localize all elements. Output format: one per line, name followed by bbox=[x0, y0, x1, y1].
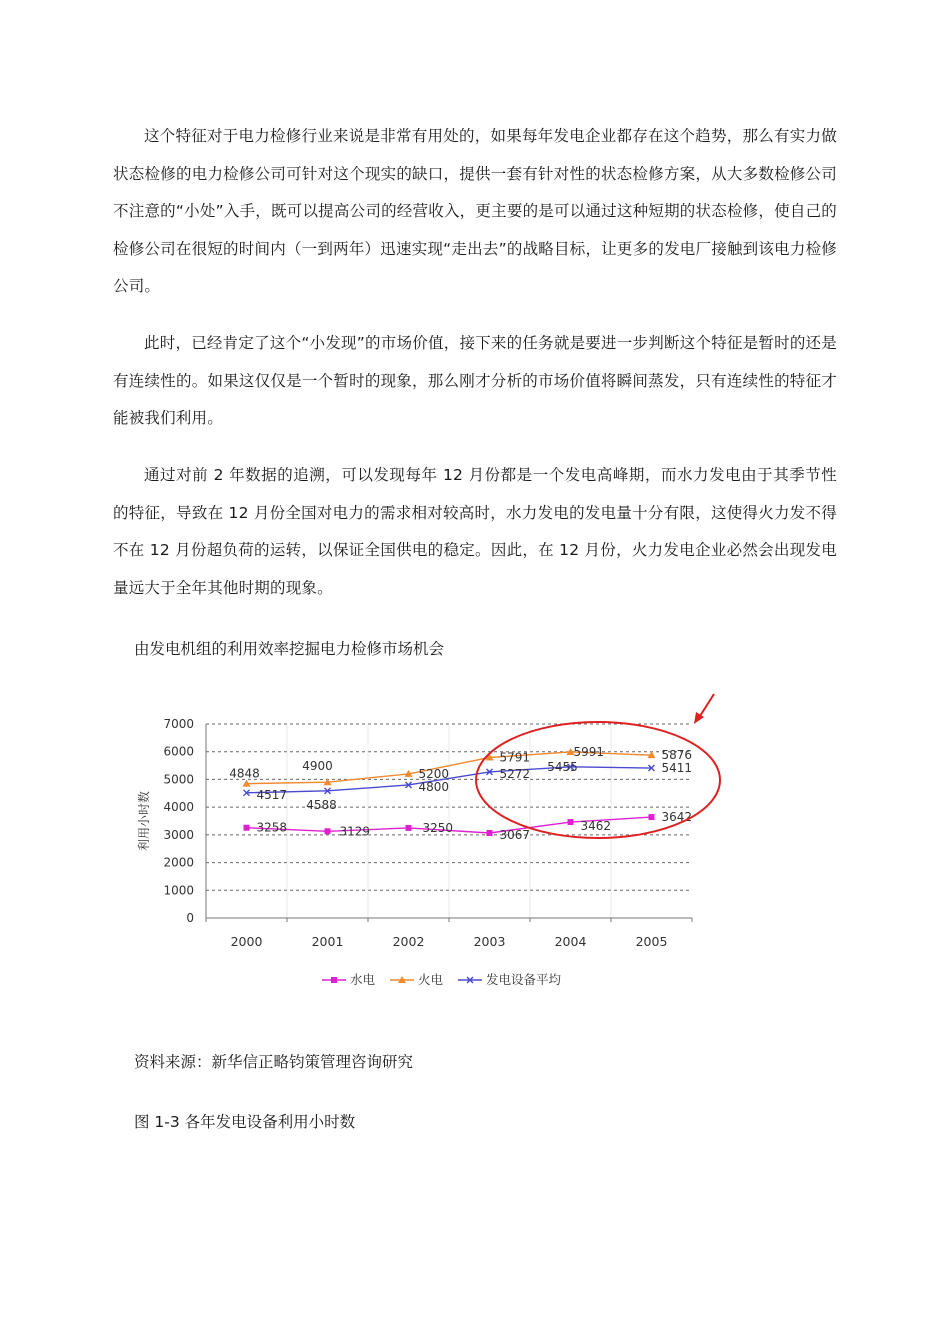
data-label: 3258 bbox=[256, 820, 288, 835]
data-label: 4800 bbox=[418, 779, 450, 794]
data-label: 3250 bbox=[422, 820, 454, 835]
data-point bbox=[568, 819, 574, 825]
data-label: 5791 bbox=[499, 750, 531, 765]
data-label: 5455 bbox=[547, 759, 578, 774]
y-tick-label: 7000 bbox=[163, 717, 194, 731]
data-point bbox=[244, 825, 250, 831]
y-tick-label: 6000 bbox=[163, 744, 194, 759]
legend-marker bbox=[331, 977, 337, 983]
data-point bbox=[325, 828, 331, 834]
figure-label: 图 1-3 各年发电设备利用小时数 bbox=[134, 1113, 356, 1131]
paragraph-1: 这个特征对于电力检修行业来说是非常有用处的，如果每年发电企业都存在这个趋势，那么有实力做状态检修的电力检修公司可针对这个现实的缺口，提供一套有针对性的状态检修方案，从大多数检修公司不注意的“小处”入手，既可以提高公司的经营收入，更主要的是可以通过这种短期的状态检修，使自己的检修公司在很短的时间内（一到两年）迅速实现“走出去”的战略目标，让更多的发电厂接触到该电力检修公司。 bbox=[113, 127, 837, 295]
x-tick-label: 2001 bbox=[311, 934, 344, 949]
data-label: 3642 bbox=[661, 810, 693, 825]
x-tick-label: 2000 bbox=[230, 934, 263, 949]
x-tick-label: 2004 bbox=[554, 934, 587, 949]
y-tick-label: 5000 bbox=[163, 772, 194, 787]
data-point bbox=[406, 825, 412, 831]
y-tick-label: 1000 bbox=[163, 883, 194, 898]
data-point bbox=[487, 830, 493, 836]
data-label: 5991 bbox=[573, 744, 605, 759]
data-label: 3462 bbox=[580, 819, 612, 834]
x-tick-label: 2002 bbox=[392, 934, 425, 949]
data-label: 3129 bbox=[339, 824, 371, 839]
data-label: 3067 bbox=[499, 828, 531, 843]
data-label: 5272 bbox=[499, 766, 531, 781]
x-tick-label: 2005 bbox=[635, 934, 668, 949]
y-axis-label: 利用小时数 bbox=[137, 790, 151, 852]
chart-heading: 由发电机组的利用效率挖掘电力检修市场机会 bbox=[134, 640, 445, 658]
data-point bbox=[649, 814, 655, 820]
y-tick-label: 0 bbox=[186, 911, 194, 925]
data-label: 5200 bbox=[418, 766, 450, 781]
data-label: 4517 bbox=[256, 787, 288, 802]
legend-label: 火电 bbox=[418, 972, 444, 987]
y-tick-label: 4000 bbox=[163, 800, 194, 815]
y-tick-label: 2000 bbox=[163, 855, 194, 870]
paragraph-2: 此时，已经肯定了这个“小发现”的市场价值，接下来的任务就是要进一步判断这个特征是暂时的还是有连续性的。如果这仅仅是一个暂时的现象，那么刚才分析的市场价值将瞬间蒸发，只有连续性的特征才能被我们利用。 bbox=[113, 334, 837, 427]
data-label: 4900 bbox=[302, 759, 333, 774]
annotation-arrow bbox=[700, 694, 714, 716]
data-label: 4848 bbox=[229, 766, 260, 781]
source-note: 资料来源：新华信正略钧策管理咨询研究 bbox=[134, 1053, 414, 1071]
legend-label: 水电 bbox=[350, 972, 376, 987]
data-label: 5411 bbox=[661, 761, 693, 776]
line-chart bbox=[130, 688, 740, 998]
y-tick-label: 3000 bbox=[163, 827, 194, 842]
paragraph-3: 通过对前 2 年数据的追溯，可以发现每年 12 月份都是一个发电高峰期，而水力发电由于其季节性的特征，导致在 12 月份全国对电力的需求相对较高时，水力发电的发电量十分有限，这使得火力发不得不在 12 月份超负荷的运转，以保证全国供电的稳定。因此，在 12 月份，火力发电企业必然会出现发电量远大于全年其他时期的现象。 bbox=[113, 466, 837, 597]
legend-label: 发电设备平均 bbox=[486, 972, 562, 987]
data-label: 4588 bbox=[306, 797, 337, 812]
x-tick-label: 2003 bbox=[473, 934, 506, 949]
data-label: 5876 bbox=[661, 748, 693, 763]
